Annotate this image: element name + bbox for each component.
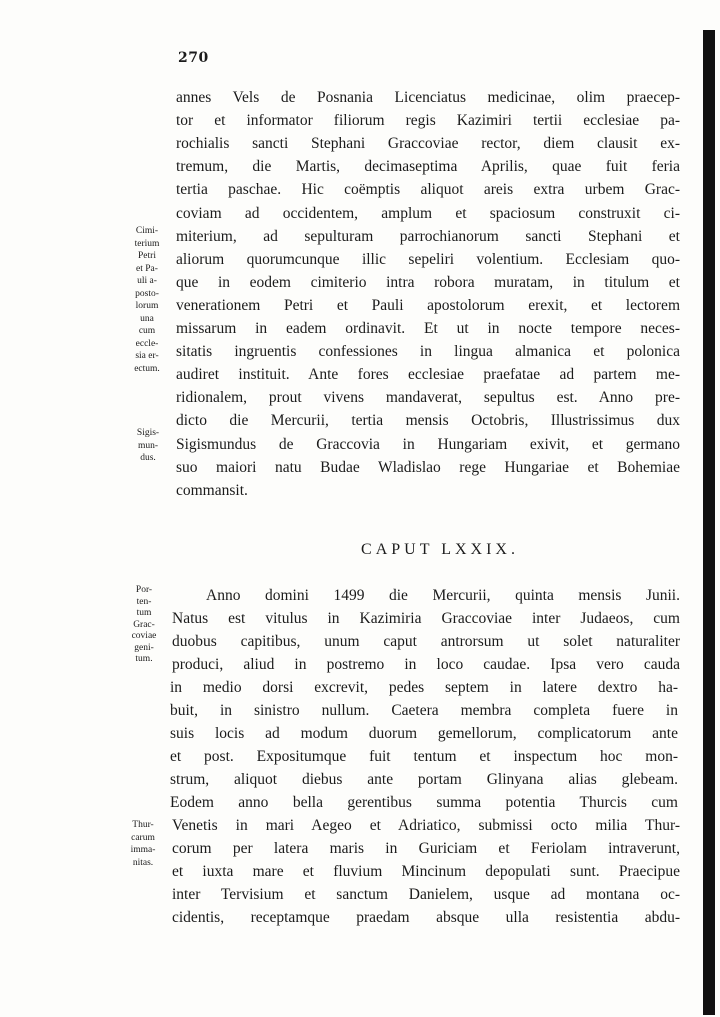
text-line: et iuxta mare et fluvium Mincinum depopulati sunt. Praecipue [172,863,680,880]
text-line: suis locis ad modum duorum gemellorum, complicatorum ante [170,725,678,742]
margin-note-line: uli a- [137,276,157,286]
margin-note-line: Grac- [133,619,155,630]
text-line: in medio dorsi excrevit, pedes septem in latere dextro ha- [170,679,678,696]
margin-note-line: Sigis- [136,428,160,438]
text-line: ridionalem, prout vivens mandaverat, sepultus est. Anno pre- [176,389,680,407]
margin-note-line: Cimi- [135,226,159,236]
margin-note-line: terium [134,238,160,249]
text-line: audiret instituit. Ante fores ecclesiae praefatae ad partem me- [176,366,680,384]
margin-note-line: cum [138,326,156,336]
text-line: cidentis, receptamque praedam absque ulla resistentia abdu- [172,909,680,926]
text-line: aliorum quorumcunque illic sepeliri volentium. Ecclesiam quo- [176,250,680,268]
text-line: dicto die Mercurii, tertia mensis Octobris, Illustrissimus dux [176,412,680,430]
text-line: que in eodem cimiterio intra robora muratam, in titulum et [176,273,680,291]
margin-note-line: tum [136,608,152,618]
text-line: tor et informator filiorum regis Kazimiri tertii ecclesiae pa- [176,112,680,130]
text-line: produci, aliud in postremo in loco caudae. Ipsa vero cauda [172,656,680,673]
margin-note-line: carum [131,832,155,843]
text-line: annes Vels de Posnania Licenciatus medicinae, olim praecep- [176,89,680,106]
margin-note-line: nitas. [132,857,154,868]
text-line: strum, aliquot diebus ante portam Glinyana alias glebeam. [170,771,678,788]
margin-note-line: et Pa- [136,263,158,274]
chapter-heading: CAPUT LXXIX. [361,541,519,558]
text-line: tertia paschae. Hic coëmptis aliquot areis extra urbem Grac- [176,181,680,199]
text-line: missarum in eadem ordinavit. Et ut in nocte tempore neces- [176,320,680,337]
text-line: sitatis ingruentis confessiones in lingua almanica et polonica [176,343,680,361]
text-line: corum per latera maris in Guriciam et Feriolam intraverunt, [172,840,680,857]
margin-note-line: ten- [136,596,152,607]
text-line: duobus capitibus, unum caput antrorsum ut solet naturaliter [172,633,680,650]
text-line: Natus est vitulus in Kazimiria Graccoviae inter Judaeos, cum [172,610,680,627]
margin-note-line: posto- [135,288,159,299]
text-line: et post. Expositumque fuit tentum et inspectum hoc mon- [170,748,678,765]
text-line: suo maiori natu Budae Wladislao rege Hungariae et Bohemiae [176,458,680,476]
text-line: rochialis sancti Stephani Graccoviae rector, diem clausit ex- [176,135,680,153]
margin-note-line: una [140,313,154,324]
text-line: inter Tervisium et sanctum Danielem, usque ad montana oc- [172,886,680,903]
scan-edge-bar [703,30,715,1015]
margin-note-line: Thur- [132,820,154,830]
margin-note-line: imma- [130,845,156,855]
margin-note-line: dus. [140,453,156,463]
margin-note-line: sia er- [135,351,159,361]
margin-note-line: eccle- [135,338,159,349]
text-line: buit, in sinistro nullum. Caetera membra completa fuere in [170,702,678,719]
text-line: Anno domini 1499 die Mercurii, quinta mensis Junii. [206,587,680,604]
margin-note-line: tum. [135,654,153,664]
page-number: 270 [178,50,209,66]
margin-note-line: ectum. [134,363,160,374]
margin-note-line: Por- [135,585,153,595]
margin-note-line: mun- [137,440,159,451]
text-line: Eodem anno bella gerentibus summa potentia Thurcis cum [170,794,678,811]
text-line: Venetis in mari Aegeo et Adriatico, submissi octo milia Thur- [172,817,680,834]
text-line: tremum, die Martis, decimaseptima Aprilis, quae fuit feria [176,158,680,176]
margin-note-line: Petri [138,251,156,261]
text-line: miterium, ad sepulturam parrochianorum sancti Stephani et [176,227,680,245]
text-line: coviam ad occidentem, amplum et spaciosum construxit ci- [176,204,680,222]
text-line: Sigismundus de Graccovia in Hungariam exivit, et germano [176,435,680,453]
margin-note-line: coviae [131,631,157,641]
margin-note-line: lorum [135,301,159,311]
text-line: venerationem Petri et Pauli apostolorum erexit, et lectorem [176,296,680,314]
text-line: commansit. [176,481,248,499]
margin-note-line: geni- [134,642,154,653]
